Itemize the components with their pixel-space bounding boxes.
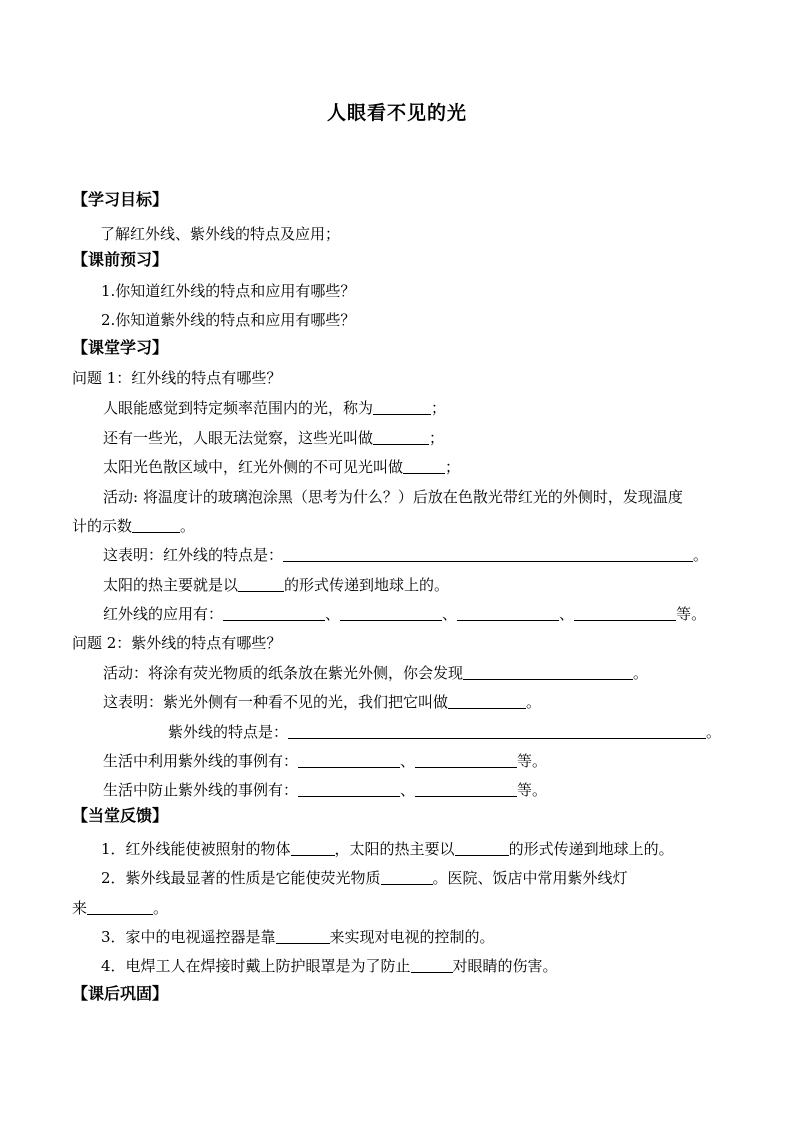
q1-line-6-end: 。: [693, 546, 709, 564]
separator: 、: [442, 605, 458, 623]
q2-line-5-end: 等。: [517, 781, 548, 799]
q1-line-7-end: 的形式传递到地球上的。: [284, 576, 450, 594]
feedback-1-end: 的形式传递到地球上的。: [508, 840, 674, 858]
answer-blank[interactable]: [291, 841, 335, 856]
q1-line-6: [103, 545, 708, 565]
q2-line-3-end: 。: [706, 723, 722, 741]
q1-line-2-text: 还有一些光，人眼无法觉察，这些光叫做: [103, 429, 374, 447]
preview-question-2: 2.你知道紫外线的特点和应用有哪些？: [101, 311, 356, 329]
q2-line-1: [103, 663, 648, 683]
answer-blank[interactable]: [457, 606, 559, 621]
answer-blank[interactable]: [415, 782, 517, 797]
section-heading-class: 【课堂学习】: [72, 338, 169, 357]
answer-blank[interactable]: [276, 929, 330, 944]
q1-line-6-text: 这表明：红外线的特点是：: [103, 546, 284, 564]
q2-line-2-text: 这表明：紫光外侧有一种看不见的光，我们把它叫做: [103, 693, 449, 711]
separator: 、: [559, 605, 575, 623]
preview-question-1: 1.你知道红外线的特点和应用有哪些？: [101, 282, 356, 300]
answer-blank[interactable]: [381, 870, 433, 885]
q1-line-5: [72, 516, 195, 536]
q1-line-5-text: 计的示数: [72, 517, 133, 535]
answer-blank[interactable]: [415, 753, 517, 768]
q1-line-5-end: 。: [180, 517, 196, 535]
feedback-2-mid: 。医院、饭店中常用紫外线灯: [432, 869, 628, 887]
feedback-2-cont: [72, 898, 168, 918]
q2-line-3: [168, 722, 721, 742]
q2-line-1-text: 活动：将涂有荧光物质的纸条放在紫光外侧，你会发现: [103, 664, 464, 682]
answer-blank[interactable]: [455, 841, 509, 856]
page-title: 人眼看不见的光: [326, 102, 467, 124]
section-heading-preview: 【课前预习】: [72, 250, 169, 269]
q1-activity-text: 活动: 将温度计的玻璃泡涂黑（思考为什么？）后放在色散光带红光的外侧时，发现温度: [103, 488, 683, 506]
answer-blank[interactable]: [463, 665, 633, 680]
answer-blank[interactable]: [411, 958, 453, 973]
feedback-4-end: 对眼睛的伤害。: [452, 957, 558, 975]
q2-line-4-end: 等。: [517, 752, 548, 770]
feedback-4: [101, 956, 558, 976]
answer-blank[interactable]: [448, 694, 526, 709]
separator: 、: [325, 605, 341, 623]
answer-blank[interactable]: [238, 577, 284, 592]
answer-blank[interactable]: [373, 400, 431, 415]
q2-line-4-text: 生活中利用紫外线的事例有：: [103, 752, 299, 770]
q2-line-5: [103, 780, 547, 800]
q1-line-1-end: ；: [431, 399, 447, 417]
question-2-title: 问题 2：紫外线的特点有哪些？: [72, 634, 282, 652]
answer-blank[interactable]: [373, 430, 429, 445]
q2-line-4: [103, 751, 547, 771]
q2-line-2-end: 。: [526, 693, 542, 711]
q1-line-2: [103, 428, 444, 448]
q2-line-2: [103, 692, 541, 712]
feedback-3: [101, 927, 495, 947]
answer-blank[interactable]: [298, 782, 400, 797]
section-heading-goals: 【学习目标】: [72, 190, 169, 209]
q1-line-8-text: 红外线的应用有：: [103, 605, 224, 623]
q1-line-8: [103, 604, 706, 624]
q1-line-3: [103, 457, 460, 477]
answer-blank[interactable]: [288, 724, 706, 739]
answer-blank[interactable]: [574, 606, 676, 621]
q2-line-1-end: 。: [633, 664, 649, 682]
q1-line-2-end: ；: [429, 429, 445, 447]
feedback-2-text: 2．紫外线最显著的性质是它能使荧光物质: [101, 869, 381, 887]
feedback-1-text: 1．红外线能使被照射的物体: [101, 840, 291, 858]
q1-line-1: [103, 398, 446, 418]
answer-blank[interactable]: [340, 606, 442, 621]
feedback-3-end: 来实现对电视的控制的。: [329, 928, 495, 946]
feedback-2-end: 。: [153, 899, 169, 917]
feedback-2: [101, 868, 628, 888]
section-heading-after: 【课后巩固】: [72, 984, 169, 1003]
answer-blank[interactable]: [132, 518, 180, 533]
separator: 、: [400, 752, 416, 770]
q1-line-7-text: 太阳的热主要就是以: [103, 576, 239, 594]
feedback-3-text: 3．家中的电视遥控器是靠: [101, 928, 276, 946]
answer-blank[interactable]: [87, 900, 153, 915]
answer-blank[interactable]: [298, 753, 400, 768]
q2-line-3-text: 紫外线的特点是：: [168, 723, 289, 741]
separator: 、: [400, 781, 416, 799]
feedback-1-mid: ，太阳的热主要以: [334, 840, 455, 858]
feedback-4-text: 4．电焊工人在焊接时戴上防护眼罩是为了防止: [101, 957, 411, 975]
answer-blank[interactable]: [223, 606, 325, 621]
goals-text: 了解红外线、紫外线的特点及应用；: [100, 225, 341, 243]
answer-blank[interactable]: [283, 547, 693, 562]
q2-line-5-text: 生活中防止紫外线的事例有：: [103, 781, 299, 799]
question-1-title: 问题 1：红外线的特点有哪些？: [72, 369, 282, 387]
q1-line-1-text: 人眼能感觉到特定频率范围内的光，称为: [103, 399, 374, 417]
q1-line-3-text: 太阳光色散区域中，红光外侧的不可见光叫做: [103, 458, 404, 476]
q1-line-3-end: ；: [445, 458, 461, 476]
q1-line-8-end: 等。: [676, 605, 707, 623]
feedback-1: [101, 839, 674, 859]
answer-blank[interactable]: [403, 459, 445, 474]
feedback-2-cont-text: 来: [72, 899, 88, 917]
q1-line-7: [103, 575, 449, 595]
section-heading-feedback: 【当堂反馈】: [72, 806, 169, 825]
